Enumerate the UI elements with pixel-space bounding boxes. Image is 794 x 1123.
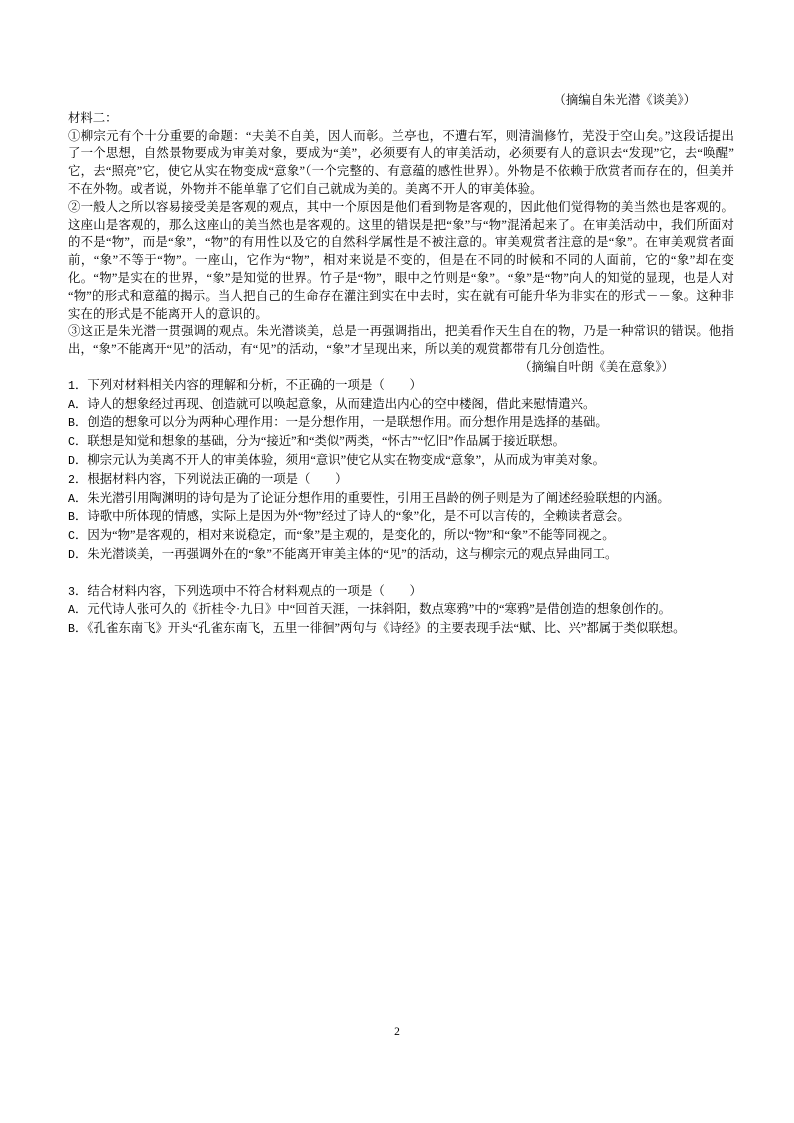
material-paragraph-1: ①柳宗元有个十分重要的命题：“夫美不自美，因人而彰。兰亭也，不遭右军，则清湍修竹，芜没于空山矣。”这段话提出了一个思想，自然景物要成为审美对象，要成为“美”，必须要有人的审美活动，必须要有人的意识去“发现”它，去“唤醒”它，去“照亮”它，使它从实在物变成“意象”（一个完整的、有意蕴的感性世界）。外物是不依赖于欣赏者而存在的，但美并不在外物。或者说，外物并不能单靠了它们自己就成为美的。美离不开人的审美体验。 <box>68 128 734 196</box>
attribution-line-2: （摘编自叶朗《美在意象》） <box>519 359 674 374</box>
question-3-option-b[interactable] <box>68 620 734 639</box>
option-text: ．诗歌中所体现的情感，实际上是因为外“物”经过了诗人的“象”化，是不可以言传的，全赖读者意会。 <box>74 509 630 524</box>
question-2-stem-text: ．根据材料内容，下列说法正确的一项是（ ） <box>74 471 348 486</box>
question-1-stem <box>68 377 734 396</box>
option-letter-d: D <box>68 548 75 562</box>
option-text: ．因为“物”是客观的，相对来说稳定，而“象”是主观的，是变化的，所以“物”和“象”不能等同视之。 <box>74 528 615 543</box>
option-text: ．《孔雀东南飞》开头“孔雀东南飞，五里一徘徊”两句与《诗经》的主要表现手法“赋、比、兴”都属于类似联想。 <box>74 621 686 636</box>
page-number: 2 <box>394 1026 400 1038</box>
question-3-number: 3 <box>68 585 75 599</box>
option-letter-b: B <box>68 417 75 431</box>
option-letter-a: A <box>68 492 75 506</box>
question-2-option-c[interactable] <box>68 527 734 546</box>
option-text: ．创造的想象可以分为两种心理作用：一是分想作用，一是联想作用。而分想作用是选择的基础。 <box>74 415 608 430</box>
question-2-stem <box>68 471 734 490</box>
question-3-stem-text: ．结合材料内容，下列选项中不符合材料观点的一项是（ ） <box>74 583 422 598</box>
question-2-option-b[interactable] <box>68 508 734 527</box>
page-content <box>68 92 734 639</box>
attribution-line-1: （摘编自朱光潜《谈美》） <box>553 93 696 107</box>
question-1-stem-text: ．下列对材料相关内容的理解和分析，不正确的一项是（ ） <box>74 377 422 392</box>
option-text: ．诗人的想象经过再现、创造就可以唤起意象，从而建造出内心的空中楼阁，借此来慰情遣兴。 <box>74 396 596 411</box>
question-1-number: 1 <box>68 379 75 393</box>
question-block-spacer <box>68 565 734 583</box>
question-2-number: 2 <box>68 473 75 487</box>
option-letter-c: C <box>68 436 75 450</box>
question-1-option-a[interactable] <box>68 396 734 415</box>
option-text: ．柳宗元认为美离不开人的审美体验，须用“意识”使它从实在物变成“意象”，从而成为审美对象。 <box>74 452 605 467</box>
question-2-option-a[interactable] <box>68 490 734 509</box>
question-3-option-a[interactable] <box>68 601 734 620</box>
option-letter-a: A <box>68 604 75 618</box>
option-text: ．联想是知觉和想象的基础，分为“接近”和“类似”两类，“怀古”“忆旧”作品属于接近联想。 <box>74 434 566 449</box>
material-paragraph-3: ③这正是朱光潜一贯强调的观点。朱光潜谈美，总是一再强调指出，把美看作天生自在的物，乃是一种常识的错误。他指出，“象”不能离开“见”的活动，有“见”的活动，“象”才呈现出来，所以美的观赏都带有几分创造性。 <box>68 324 734 357</box>
option-letter-d: D <box>68 454 75 468</box>
option-text: ．朱光潜谈美，一再强调外在的“象”不能离开审美主体的“见”的活动，这与柳宗元的观点异曲同工。 <box>74 546 618 561</box>
option-letter-b: B <box>68 511 75 525</box>
question-2-option-d[interactable] <box>68 546 734 565</box>
option-text: ．元代诗人张可久的《折桂令·九日》中“回首天涯，一抹斜阳，数点寒鸦”中的“寒鸦”是借创造的想象创作的。 <box>74 602 672 617</box>
option-letter-a: A <box>68 398 75 412</box>
material-paragraph-2: ②一般人之所以容易接受美是客观的观点，其中一个原因是他们看到物是客观的，因此他们觉得物的美当然也是客观的。这座山是客观的，那么这座山的美当然也是客观的。这里的错误是把“象”与“物”混淆起来了。在审美活动中，我们所面对的不是“物”，而是“象”，“物”的有用性以及它的自然科学属性是不被注意的。审美观赏者注意的是“象”。在审美观赏者面前，“象”不等于“物”。一座山，它作为“物”，相对来说是不变的，但是在不同的时候和不同的人面前，它的“象”却在变化。“物”是实在的世界，“象”是知觉的世界。竹子是“物”，眼中之竹则是“象”。“象”是“物”向人的知觉的显现，也是人对“物”的形式和意蕴的揭示。当人把自己的生命存在灌注到实在中去时，实在就有可能升华为非实在的形式－－象。这种非实在的形式是不能离开人的意识的。 <box>68 199 734 321</box>
option-letter-b: B <box>68 623 75 637</box>
question-3-stem <box>68 583 734 602</box>
material-label: 材料二： <box>68 110 118 125</box>
question-1-option-b[interactable] <box>68 414 734 433</box>
question-1-option-c[interactable] <box>68 433 734 452</box>
question-1-option-d[interactable] <box>68 452 734 471</box>
option-text: ．朱光潜引用陶渊明的诗句是为了论证分想作用的重要性，引用王昌龄的例子则是为了阐述经验联想的内涵。 <box>74 490 670 505</box>
option-letter-c: C <box>68 530 75 544</box>
